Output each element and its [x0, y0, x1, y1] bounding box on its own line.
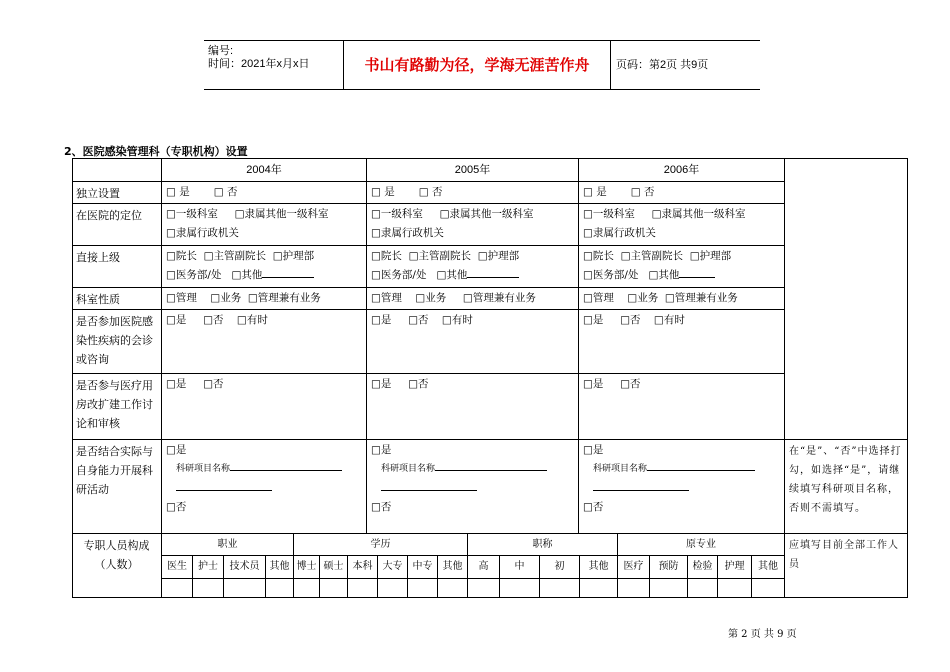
- col-doctor: 医生: [162, 556, 193, 579]
- option-admin[interactable]: □隶属行政机关: [583, 227, 656, 239]
- option-management[interactable]: □管理: [583, 292, 614, 304]
- project-label: 科研项目名称: [381, 464, 436, 474]
- option-other[interactable]: □其他: [648, 269, 680, 281]
- col-nurse: 护士: [193, 556, 224, 579]
- survey-table: [72, 158, 908, 598]
- project-label: 科研项目名称: [176, 464, 231, 474]
- group-occupation: 职业: [162, 534, 294, 556]
- col-clinical: 医疗: [618, 556, 650, 579]
- year-2005: 2005年: [367, 158, 579, 182]
- option-management[interactable]: □管理: [166, 292, 197, 304]
- option-vice-president[interactable]: □主管副院长: [620, 250, 684, 262]
- option-both[interactable]: □管理兼有业务: [462, 292, 536, 304]
- option-no[interactable]: □ 否: [418, 186, 443, 198]
- col-secondary: 中专: [408, 556, 438, 579]
- option-both[interactable]: □管理兼有业务: [664, 292, 738, 304]
- option-medical-affairs[interactable]: □医务部/处: [371, 269, 427, 281]
- option-vice-president[interactable]: □主管副院长: [203, 250, 267, 262]
- option-nursing[interactable]: □护理部: [689, 250, 732, 262]
- group-education: 学历: [294, 534, 468, 556]
- option-other[interactable]: □其他: [436, 269, 468, 281]
- row-label-construction: 是否参与医疗用房改扩建工作讨论和审核: [72, 374, 162, 440]
- col-junior: 初: [540, 556, 580, 579]
- option-level1[interactable]: □一级科室: [166, 208, 218, 220]
- option-vice-president[interactable]: □主管副院长: [408, 250, 472, 262]
- option-yes[interactable]: □是: [166, 314, 187, 326]
- staff-note: 应填写目前全部工作人员: [785, 534, 908, 598]
- option-no[interactable]: □否: [620, 378, 641, 390]
- option-yes[interactable]: □ 是: [166, 186, 190, 198]
- option-no[interactable]: □否: [166, 501, 187, 513]
- option-no[interactable]: □否: [408, 314, 429, 326]
- row-label-consult: 是否参加医院感染性疾病的会诊或咨询: [72, 310, 162, 374]
- option-yes[interactable]: □是: [583, 378, 604, 390]
- option-president[interactable]: □院长: [166, 250, 197, 262]
- option-admin[interactable]: □隶属行政机关: [166, 227, 239, 239]
- row-label-position: 在医院的定位: [72, 204, 162, 246]
- col-college: 大专: [378, 556, 408, 579]
- option-yes[interactable]: □是: [371, 444, 392, 456]
- option-nursing[interactable]: □护理部: [272, 250, 315, 262]
- row-label-staff: 专职人员构成（人数）: [72, 534, 162, 598]
- option-subordinate[interactable]: □隶属其他一级科室: [439, 208, 534, 220]
- option-president[interactable]: □院长: [583, 250, 614, 262]
- option-yes[interactable]: □ 是: [583, 186, 607, 198]
- row-label-nature: 科室性质: [72, 288, 162, 310]
- option-subordinate[interactable]: □隶属其他一级科室: [651, 208, 746, 220]
- motto: 书山有路勤为径，学海无涯苦作舟: [344, 41, 611, 89]
- table-frame: [72, 158, 908, 598]
- option-no[interactable]: □否: [583, 501, 604, 513]
- option-no[interactable]: □否: [203, 378, 224, 390]
- option-sometimes[interactable]: □有时: [236, 314, 268, 326]
- time-label: 时间：2021年x月x日: [208, 58, 310, 70]
- option-president[interactable]: □院长: [371, 250, 402, 262]
- col-phd: 博士: [294, 556, 320, 579]
- project-label: 科研项目名称: [593, 464, 648, 474]
- research-note: 在“是”、“否”中选择打勾，如选择“是”，请继续填写科研项目名称，否则不需填写。: [785, 440, 908, 534]
- header-meta: [204, 41, 344, 89]
- option-admin[interactable]: □隶属行政机关: [371, 227, 444, 239]
- option-no[interactable]: □否: [203, 314, 224, 326]
- option-yes[interactable]: □是: [371, 378, 392, 390]
- option-business[interactable]: □业务: [210, 292, 242, 304]
- option-yes[interactable]: □是: [166, 444, 187, 456]
- option-both[interactable]: □管理兼有业务: [247, 292, 321, 304]
- row-label-independent: 独立设置: [72, 182, 162, 204]
- year-2006: 2006年: [579, 158, 785, 182]
- option-business[interactable]: □业务: [415, 292, 447, 304]
- option-sometimes[interactable]: □有时: [441, 314, 473, 326]
- year-2004: 2004年: [162, 158, 367, 182]
- option-business[interactable]: □业务: [627, 292, 659, 304]
- option-yes[interactable]: □ 是: [371, 186, 395, 198]
- col-title-other: 其他: [580, 556, 618, 579]
- row-label-research: 是否结合实际与自身能力开展科研活动: [72, 440, 162, 534]
- col-prevention: 预防: [650, 556, 688, 579]
- option-yes[interactable]: □是: [583, 444, 604, 456]
- page-header: [204, 40, 760, 90]
- option-no[interactable]: □ 否: [630, 186, 655, 198]
- col-edu-other: 其他: [438, 556, 468, 579]
- col-bachelor: 本科: [348, 556, 378, 579]
- option-yes[interactable]: □是: [371, 314, 392, 326]
- page-footer: 第 2 页 共 9 页: [728, 629, 797, 640]
- option-medical-affairs[interactable]: □医务部/处: [166, 269, 222, 281]
- option-no[interactable]: □否: [620, 314, 641, 326]
- col-occ-other: 其他: [266, 556, 294, 579]
- col-laboratory: 检验: [688, 556, 718, 579]
- group-specialty: 原专业: [618, 534, 785, 556]
- option-medical-affairs[interactable]: □医务部/处: [583, 269, 639, 281]
- col-master: 硕士: [320, 556, 348, 579]
- option-sometimes[interactable]: □有时: [653, 314, 685, 326]
- option-level1[interactable]: □一级科室: [371, 208, 423, 220]
- option-nursing[interactable]: □护理部: [477, 250, 520, 262]
- option-no[interactable]: □否: [408, 378, 429, 390]
- option-yes[interactable]: □是: [583, 314, 604, 326]
- col-nursing: 护理: [718, 556, 752, 579]
- option-other[interactable]: □其他: [231, 269, 263, 281]
- option-no[interactable]: □否: [371, 501, 392, 513]
- col-technician: 技术员: [224, 556, 266, 579]
- option-subordinate[interactable]: □隶属其他一级科室: [234, 208, 329, 220]
- option-no[interactable]: □ 否: [213, 186, 238, 198]
- group-title: 职称: [468, 534, 618, 556]
- option-level1[interactable]: □一级科室: [583, 208, 635, 220]
- option-management[interactable]: □管理: [371, 292, 402, 304]
- section-title: 2、医院感染管理科（专职机构）设置: [64, 145, 248, 158]
- col-intermediate: 中: [500, 556, 540, 579]
- row-label-superior: 直接上级: [72, 246, 162, 288]
- col-senior: 高: [468, 556, 500, 579]
- page-label: 页码：第2页 共9页: [616, 59, 709, 71]
- number-label: 编号:: [208, 45, 234, 57]
- col-spec-other: 其他: [752, 556, 785, 579]
- option-yes[interactable]: □是: [166, 378, 187, 390]
